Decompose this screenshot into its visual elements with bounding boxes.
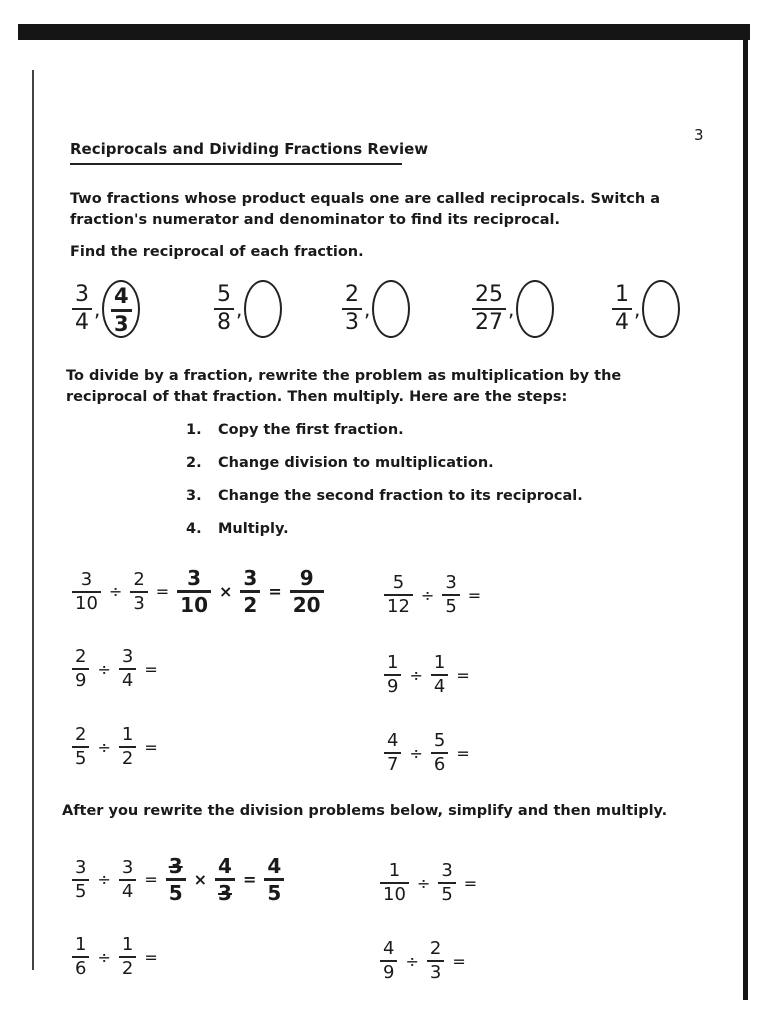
answer-fraction bbox=[111, 286, 132, 335]
numerator: 1 bbox=[75, 934, 87, 955]
fraction bbox=[384, 732, 401, 774]
step-number: 4. bbox=[186, 521, 202, 537]
page-title: Reciprocals and Dividing Fractions Review bbox=[70, 140, 429, 158]
equals-sign: = bbox=[144, 737, 158, 757]
fraction bbox=[72, 568, 101, 614]
fraction bbox=[612, 284, 632, 334]
fraction bbox=[72, 856, 89, 902]
scan-top-border bbox=[18, 24, 750, 40]
page-number: 3 bbox=[694, 126, 704, 144]
numerator: 4 bbox=[218, 854, 232, 878]
fraction bbox=[442, 574, 459, 616]
denominator: 2 bbox=[243, 593, 258, 617]
equals-sign: = bbox=[155, 582, 170, 601]
numerator: 3 bbox=[75, 282, 89, 307]
answer-numerator: 4 bbox=[114, 284, 129, 308]
fraction bbox=[177, 568, 211, 615]
reciprocal-item bbox=[612, 280, 680, 338]
step-text: Change the second fraction to its reciprocal. bbox=[218, 488, 583, 504]
scan-left-margin-line bbox=[32, 70, 34, 970]
divide-instructions: To divide by a fraction, rewrite the problem as multiplication by the reciprocal of that fraction. Then multiply. Here are the steps: bbox=[66, 368, 622, 405]
times-sign: × bbox=[193, 870, 208, 889]
numerator: 3 bbox=[445, 572, 457, 593]
fraction bbox=[240, 568, 260, 615]
problem bbox=[384, 732, 472, 774]
comma: , bbox=[364, 297, 371, 321]
fraction bbox=[431, 732, 448, 774]
denominator: 12 bbox=[387, 596, 410, 617]
numerator: 4 bbox=[387, 730, 399, 751]
problem bbox=[72, 726, 160, 768]
divide-sign: ÷ bbox=[97, 870, 111, 889]
reciprocal-item bbox=[214, 280, 282, 338]
numerator: 3 bbox=[187, 566, 202, 590]
find-reciprocal-prompt: Find the reciprocal of each fraction. bbox=[70, 244, 364, 260]
fraction bbox=[119, 936, 136, 978]
steps-list bbox=[186, 422, 583, 554]
denominator: 9 bbox=[387, 676, 399, 697]
numerator: 1 bbox=[433, 652, 446, 673]
equals-sign: = bbox=[452, 951, 466, 971]
equals-sign: = bbox=[456, 665, 470, 685]
answer-oval[interactable] bbox=[372, 280, 410, 338]
step-text: Copy the first fraction. bbox=[218, 422, 404, 438]
answer-oval[interactable] bbox=[516, 280, 554, 338]
comma: , bbox=[236, 297, 243, 321]
fraction bbox=[119, 856, 136, 902]
denominator: 4 bbox=[615, 310, 629, 335]
denominator: 3 bbox=[345, 310, 359, 335]
step-item bbox=[186, 521, 583, 554]
denominator: 2 bbox=[121, 748, 134, 769]
step-item bbox=[186, 422, 583, 455]
denominator: 4 bbox=[75, 310, 89, 335]
denominator: 4 bbox=[433, 676, 446, 697]
fraction bbox=[72, 936, 89, 978]
numerator: 5 bbox=[433, 730, 446, 751]
denominator: 5 bbox=[168, 881, 183, 905]
numerator: 1 bbox=[615, 282, 629, 307]
problem bbox=[380, 940, 468, 982]
numerator: 2 bbox=[345, 282, 359, 307]
divide-sign: ÷ bbox=[108, 582, 123, 601]
fraction bbox=[119, 726, 136, 768]
fraction bbox=[130, 568, 147, 614]
fraction bbox=[119, 648, 136, 690]
fraction bbox=[342, 284, 362, 334]
numerator: 1 bbox=[121, 934, 134, 955]
denominator: 10 bbox=[383, 884, 406, 905]
denominator: 10 bbox=[75, 592, 98, 614]
numerator: 3 bbox=[243, 566, 258, 590]
numerator: 5 bbox=[392, 572, 405, 593]
divide-sign: ÷ bbox=[420, 585, 435, 605]
divide-sign: ÷ bbox=[405, 951, 419, 971]
denominator: 4 bbox=[121, 880, 134, 902]
fraction bbox=[72, 284, 92, 334]
denominator: 3 bbox=[133, 592, 145, 614]
title-underline bbox=[70, 163, 402, 165]
step-number: 1. bbox=[186, 422, 202, 438]
answer-oval[interactable] bbox=[102, 280, 140, 338]
fraction bbox=[166, 856, 186, 903]
answer-oval[interactable] bbox=[642, 280, 680, 338]
problem bbox=[384, 574, 483, 616]
fraction bbox=[72, 726, 89, 768]
fraction bbox=[380, 862, 409, 904]
numerator: 2 bbox=[133, 568, 145, 590]
problem bbox=[384, 654, 472, 696]
denominator: 6 bbox=[433, 754, 446, 775]
divide-sign: ÷ bbox=[409, 743, 423, 763]
equals-sign: = bbox=[456, 743, 470, 763]
answer-denominator: 3 bbox=[114, 311, 129, 336]
fraction bbox=[72, 648, 89, 690]
step-text: Multiply. bbox=[218, 521, 289, 537]
numerator: 4 bbox=[383, 938, 395, 959]
numerator: 3 bbox=[441, 860, 453, 881]
divide-sign: ÷ bbox=[416, 873, 431, 893]
fraction bbox=[384, 574, 413, 616]
simplify-instructions: After you rewrite the division problems below, simplify and then multiply. bbox=[62, 803, 668, 819]
comma: , bbox=[508, 297, 515, 321]
problem bbox=[72, 648, 160, 690]
denominator: 3 bbox=[429, 962, 442, 983]
fraction bbox=[472, 284, 506, 334]
comma: , bbox=[94, 297, 101, 321]
worked-example bbox=[72, 856, 284, 903]
denominator: 20 bbox=[292, 593, 321, 617]
divide-sign: ÷ bbox=[97, 947, 111, 967]
denominator: 5 bbox=[441, 884, 453, 905]
denominator: 6 bbox=[75, 958, 87, 979]
denominator: 4 bbox=[121, 670, 134, 691]
denominator: 3 bbox=[218, 881, 232, 905]
worked-example bbox=[72, 568, 324, 615]
equals-sign: = bbox=[467, 585, 482, 605]
denominator: 5 bbox=[75, 748, 87, 769]
denominator: 9 bbox=[75, 670, 87, 691]
comma: , bbox=[634, 297, 641, 321]
times-sign: × bbox=[219, 582, 233, 601]
numerator: 1 bbox=[388, 860, 401, 881]
reciprocal-item bbox=[342, 280, 410, 338]
equals-sign: = bbox=[144, 659, 158, 679]
numerator: 2 bbox=[429, 938, 442, 959]
numerator: 4 bbox=[267, 854, 282, 878]
numerator: 3 bbox=[75, 856, 87, 878]
fraction bbox=[380, 940, 397, 982]
step-item bbox=[186, 488, 583, 521]
problem bbox=[72, 936, 160, 978]
numerator: 5 bbox=[217, 282, 231, 307]
step-number: 3. bbox=[186, 488, 202, 504]
equals-sign: = bbox=[463, 873, 478, 893]
fraction bbox=[427, 940, 444, 982]
denominator: 5 bbox=[267, 881, 282, 905]
step-text: Change division to multiplication. bbox=[218, 455, 494, 471]
intro-paragraph: Two fractions whose product equals one are called reciprocals. Switch a fraction's numerator and denominator to find its reciprocal. bbox=[70, 191, 660, 228]
scan-right-border bbox=[743, 40, 748, 1000]
step-item bbox=[186, 455, 583, 488]
numerator: 25 bbox=[475, 282, 503, 307]
fraction bbox=[214, 284, 234, 334]
equals-sign: = bbox=[144, 947, 158, 967]
numerator: 9 bbox=[299, 566, 314, 590]
fraction bbox=[290, 568, 324, 615]
denominator: 5 bbox=[445, 596, 457, 617]
reciprocal-item bbox=[472, 280, 554, 338]
numerator: 3 bbox=[168, 854, 183, 878]
step-number: 2. bbox=[186, 455, 202, 471]
denominator: 8 bbox=[217, 310, 231, 335]
numerator: 1 bbox=[121, 724, 134, 745]
denominator: 2 bbox=[121, 958, 134, 979]
divide-sign: ÷ bbox=[97, 659, 111, 679]
reciprocal-item bbox=[72, 280, 140, 338]
answer-oval[interactable] bbox=[244, 280, 282, 338]
divide-sign: ÷ bbox=[409, 665, 423, 685]
equals-sign: = bbox=[242, 870, 257, 889]
numerator: 1 bbox=[387, 652, 399, 673]
numerator: 2 bbox=[75, 724, 87, 745]
fraction bbox=[384, 654, 401, 696]
equals-sign: = bbox=[268, 582, 282, 601]
denominator: 9 bbox=[383, 962, 395, 983]
numerator: 3 bbox=[121, 646, 134, 667]
fraction bbox=[431, 654, 448, 696]
numerator: 2 bbox=[75, 646, 87, 667]
numerator: 3 bbox=[80, 568, 93, 590]
fraction bbox=[215, 856, 235, 903]
divide-sign: ÷ bbox=[97, 737, 111, 757]
denominator: 7 bbox=[387, 754, 399, 775]
equals-sign: = bbox=[144, 870, 158, 889]
denominator: 10 bbox=[180, 593, 209, 617]
fraction bbox=[438, 862, 455, 904]
problem bbox=[380, 862, 479, 904]
denominator: 5 bbox=[75, 880, 87, 902]
denominator: 27 bbox=[475, 310, 503, 335]
numerator: 3 bbox=[121, 856, 134, 878]
fraction bbox=[264, 856, 284, 903]
